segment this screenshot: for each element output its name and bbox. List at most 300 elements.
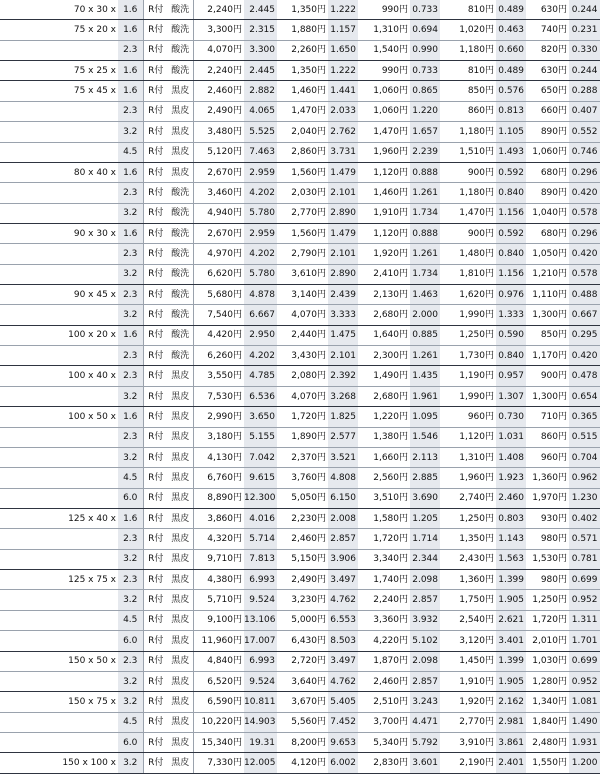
price-cell: 1,960円 (358, 142, 410, 162)
finish-type-cell: 黒皮 (168, 529, 193, 549)
price-cell: 2,860円 (277, 142, 328, 162)
weight-cell: 2.857 (328, 529, 358, 549)
size-cell (0, 631, 118, 651)
weight-cell: 7.452 (328, 712, 358, 732)
size-cell (0, 712, 118, 732)
finish-type-cell: 酸洗 (168, 40, 193, 60)
price-cell: 1,890円 (277, 427, 328, 447)
price-cell: 2,540円 (440, 610, 496, 630)
weight-cell: 1.081 (569, 692, 600, 712)
thickness-cell: 4.5 (118, 712, 143, 732)
weight-cell: 3.497 (328, 570, 358, 590)
price-cell: 1,580円 (358, 508, 410, 528)
price-cell: 1,920円 (440, 692, 496, 712)
edge-type-cell: R付 (143, 20, 168, 40)
weight-cell: 6.002 (328, 753, 358, 773)
price-cell: 2,990円 (193, 407, 244, 427)
weight-cell: 0.420 (569, 346, 600, 366)
weight-cell: 0.296 (569, 223, 600, 243)
price-cell: 5,710円 (193, 590, 244, 610)
price-cell: 5,120円 (193, 142, 244, 162)
weight-cell: 1.657 (410, 122, 440, 142)
price-cell: 3,230円 (277, 590, 328, 610)
edge-type-cell: R付 (143, 325, 168, 345)
price-cell: 850円 (440, 81, 496, 101)
price-cell: 3,360円 (358, 610, 410, 630)
table-row (0, 447, 600, 467)
thickness-cell: 6.0 (118, 488, 143, 508)
price-cell: 1,310円 (358, 20, 410, 40)
thickness-cell: 1.6 (118, 325, 143, 345)
weight-cell: 3.690 (410, 488, 440, 508)
edge-type-cell: R付 (143, 285, 168, 305)
weight-cell: 0.840 (496, 346, 526, 366)
price-cell: 10,220円 (193, 712, 244, 732)
weight-cell: 1.734 (410, 203, 440, 223)
weight-cell: 1.714 (410, 529, 440, 549)
weight-cell: 0.733 (410, 61, 440, 81)
table-row (0, 366, 600, 386)
weight-cell: 6.150 (328, 488, 358, 508)
table-row (0, 203, 600, 223)
weight-cell: 2.959 (244, 223, 277, 243)
weight-cell: 7.463 (244, 142, 277, 162)
size-cell (0, 101, 118, 121)
table-row (0, 122, 600, 142)
edge-type-cell: R付 (143, 427, 168, 447)
weight-cell: 0.571 (569, 529, 600, 549)
price-cell: 900円 (440, 162, 496, 182)
price-cell: 2,670円 (193, 162, 244, 182)
weight-cell: 0.578 (569, 264, 600, 284)
price-cell: 2,440円 (277, 325, 328, 345)
edge-type-cell: R付 (143, 0, 168, 20)
weight-cell: 2.401 (496, 753, 526, 773)
price-cell: 5,340円 (358, 732, 410, 752)
finish-type-cell: 酸洗 (168, 285, 193, 305)
weight-cell: 6.993 (244, 570, 277, 590)
price-cell: 980円 (526, 570, 569, 590)
finish-type-cell: 黒皮 (168, 142, 193, 162)
thickness-cell: 2.3 (118, 366, 143, 386)
price-cell: 5,050円 (277, 488, 328, 508)
price-cell: 2,410円 (358, 264, 410, 284)
weight-cell: 2.857 (410, 590, 440, 610)
thickness-cell: 2.3 (118, 346, 143, 366)
weight-cell: 2.000 (410, 305, 440, 325)
edge-type-cell: R付 (143, 244, 168, 264)
weight-cell: 0.231 (569, 20, 600, 40)
weight-cell: 3.268 (328, 386, 358, 406)
weight-cell: 3.731 (328, 142, 358, 162)
weight-cell: 2.981 (496, 712, 526, 732)
table-row (0, 346, 600, 366)
weight-cell: 2.113 (410, 447, 440, 467)
size-cell (0, 468, 118, 488)
weight-cell: 2.101 (328, 346, 358, 366)
finish-type-cell: 黒皮 (168, 508, 193, 528)
weight-cell: 2.439 (328, 285, 358, 305)
thickness-cell: 1.6 (118, 0, 143, 20)
weight-cell: 0.888 (410, 162, 440, 182)
weight-cell: 4.808 (328, 468, 358, 488)
price-cell: 630円 (526, 61, 569, 81)
weight-cell: 3.333 (328, 305, 358, 325)
weight-cell: 3.861 (496, 732, 526, 752)
weight-cell: 1.441 (328, 81, 358, 101)
price-cell: 1,350円 (440, 529, 496, 549)
weight-cell: 1.200 (569, 753, 600, 773)
thickness-cell: 2.3 (118, 183, 143, 203)
price-cell: 2,300円 (358, 346, 410, 366)
weight-cell: 2.098 (410, 651, 440, 671)
weight-cell: 3.300 (244, 40, 277, 60)
size-cell (0, 488, 118, 508)
price-cell: 3,550円 (193, 366, 244, 386)
weight-cell: 9.653 (328, 732, 358, 752)
price-cell: 1,120円 (440, 427, 496, 447)
price-cell: 3,430円 (277, 346, 328, 366)
weight-cell: 13.106 (244, 610, 277, 630)
finish-type-cell: 酸洗 (168, 20, 193, 40)
weight-cell: 4.471 (410, 712, 440, 732)
price-cell: 810円 (440, 0, 496, 20)
size-cell (0, 447, 118, 467)
weight-cell: 4.878 (244, 285, 277, 305)
weight-cell: 0.781 (569, 549, 600, 569)
thickness-cell: 3.2 (118, 386, 143, 406)
price-cell: 990円 (358, 0, 410, 20)
weight-cell: 1.222 (328, 61, 358, 81)
edge-type-cell: R付 (143, 508, 168, 528)
weight-cell: 3.601 (410, 753, 440, 773)
price-cell: 2,190円 (440, 753, 496, 773)
table-row (0, 570, 600, 590)
price-cell: 7,330円 (193, 753, 244, 773)
price-cell: 900円 (526, 366, 569, 386)
weight-cell: 1.479 (328, 223, 358, 243)
price-cell: 4,130円 (193, 447, 244, 467)
price-cell: 2,680円 (358, 305, 410, 325)
weight-cell: 0.489 (496, 0, 526, 20)
table-row (0, 549, 600, 569)
price-cell: 2,770円 (440, 712, 496, 732)
edge-type-cell: R付 (143, 671, 168, 691)
weight-cell: 2.344 (410, 549, 440, 569)
finish-type-cell: 酸洗 (168, 264, 193, 284)
weight-cell: 0.654 (569, 386, 600, 406)
finish-type-cell: 酸洗 (168, 0, 193, 20)
weight-cell: 7.813 (244, 549, 277, 569)
thickness-cell: 2.3 (118, 570, 143, 590)
weight-cell: 0.552 (569, 122, 600, 142)
finish-type-cell: 酸洗 (168, 61, 193, 81)
edge-type-cell: R付 (143, 142, 168, 162)
weight-cell: 6.993 (244, 651, 277, 671)
size-cell (0, 142, 118, 162)
weight-cell: 5.714 (244, 529, 277, 549)
price-cell: 3,120円 (440, 631, 496, 651)
thickness-cell: 4.5 (118, 468, 143, 488)
price-cell: 1,180円 (440, 183, 496, 203)
weight-cell: 0.420 (569, 244, 600, 264)
weight-cell: 1.734 (410, 264, 440, 284)
price-cell: 630円 (526, 0, 569, 20)
price-cell: 6,260円 (193, 346, 244, 366)
price-cell: 1,720円 (526, 610, 569, 630)
table-row (0, 285, 600, 305)
weight-cell: 0.592 (496, 162, 526, 182)
edge-type-cell: R付 (143, 651, 168, 671)
weight-cell: 6.536 (244, 386, 277, 406)
weight-cell: 1.493 (496, 142, 526, 162)
weight-cell: 1.399 (496, 570, 526, 590)
price-cell: 960円 (526, 447, 569, 467)
price-cell: 4,970円 (193, 244, 244, 264)
price-cell: 2,770円 (277, 203, 328, 223)
weight-cell: 0.576 (496, 81, 526, 101)
thickness-cell: 6.0 (118, 631, 143, 651)
weight-cell: 0.746 (569, 142, 600, 162)
finish-type-cell: 黒皮 (168, 386, 193, 406)
edge-type-cell: R付 (143, 81, 168, 101)
finish-type-cell: 黒皮 (168, 732, 193, 752)
price-cell: 1,060円 (358, 101, 410, 121)
weight-cell: 0.813 (496, 101, 526, 121)
weight-cell: 0.365 (569, 407, 600, 427)
weight-cell: 9.615 (244, 468, 277, 488)
thickness-cell: 1.6 (118, 508, 143, 528)
edge-type-cell: R付 (143, 590, 168, 610)
price-cell: 2,490円 (193, 101, 244, 121)
price-cell: 810円 (440, 61, 496, 81)
weight-cell: 1.230 (569, 488, 600, 508)
price-cell: 4,420円 (193, 325, 244, 345)
size-cell (0, 305, 118, 325)
size-cell: 150 x 75 x (0, 692, 118, 712)
price-cell: 2,240円 (193, 61, 244, 81)
price-cell: 9,710円 (193, 549, 244, 569)
table-row (0, 0, 600, 20)
weight-cell: 2.101 (328, 244, 358, 264)
weight-cell: 1.261 (410, 183, 440, 203)
weight-cell: 0.699 (569, 570, 600, 590)
table-row (0, 101, 600, 121)
price-cell: 710円 (526, 407, 569, 427)
price-cell: 6,590円 (193, 692, 244, 712)
price-cell: 1,720円 (277, 407, 328, 427)
price-cell: 2,370円 (277, 447, 328, 467)
weight-cell: 0.803 (496, 508, 526, 528)
table-row (0, 529, 600, 549)
price-cell: 1,810円 (440, 264, 496, 284)
finish-type-cell: 黒皮 (168, 468, 193, 488)
weight-cell: 0.488 (569, 285, 600, 305)
weight-cell: 0.402 (569, 508, 600, 528)
size-cell (0, 346, 118, 366)
edge-type-cell: R付 (143, 183, 168, 203)
weight-cell: 4.202 (244, 183, 277, 203)
weight-cell: 3.650 (244, 407, 277, 427)
table-row (0, 508, 600, 528)
weight-cell: 1.435 (410, 366, 440, 386)
price-cell: 1,350円 (277, 0, 328, 20)
price-cell: 1,990円 (440, 386, 496, 406)
price-cell: 3,700円 (358, 712, 410, 732)
price-cell: 6,620円 (193, 264, 244, 284)
price-cell: 3,300円 (193, 20, 244, 40)
weight-cell: 2.098 (410, 570, 440, 590)
weight-cell: 2.445 (244, 61, 277, 81)
thickness-cell: 3.2 (118, 692, 143, 712)
thickness-cell: 1.6 (118, 407, 143, 427)
finish-type-cell: 黒皮 (168, 692, 193, 712)
weight-cell: 1.825 (328, 407, 358, 427)
price-cell: 5,150円 (277, 549, 328, 569)
price-cell: 900円 (440, 223, 496, 243)
thickness-cell: 1.6 (118, 223, 143, 243)
thickness-cell: 3.2 (118, 671, 143, 691)
price-cell: 3,460円 (193, 183, 244, 203)
price-cell: 4,070円 (277, 386, 328, 406)
price-cell: 820円 (526, 40, 569, 60)
price-cell: 2,460円 (358, 671, 410, 691)
price-cell: 2,790円 (277, 244, 328, 264)
weight-cell: 0.489 (496, 61, 526, 81)
thickness-cell: 3.2 (118, 753, 143, 773)
weight-cell: 6.667 (244, 305, 277, 325)
weight-cell: 0.330 (569, 40, 600, 60)
weight-cell: 19.31 (244, 732, 277, 752)
price-cell: 1,110円 (526, 285, 569, 305)
edge-type-cell: R付 (143, 447, 168, 467)
size-cell: 125 x 75 x (0, 570, 118, 590)
weight-cell: 1.546 (410, 427, 440, 447)
weight-cell: 0.840 (496, 183, 526, 203)
weight-cell: 1.905 (496, 671, 526, 691)
size-cell (0, 610, 118, 630)
price-cell: 4,070円 (193, 40, 244, 60)
weight-cell: 2.882 (244, 81, 277, 101)
weight-cell: 1.222 (328, 0, 358, 20)
weight-cell: 5.780 (244, 264, 277, 284)
thickness-cell: 3.2 (118, 122, 143, 142)
price-cell: 1,180円 (440, 40, 496, 60)
weight-cell: 1.931 (569, 732, 600, 752)
price-cell: 860円 (526, 427, 569, 447)
table-row (0, 753, 600, 773)
thickness-cell: 1.6 (118, 81, 143, 101)
weight-cell: 0.865 (410, 81, 440, 101)
price-cell: 1,040円 (526, 203, 569, 223)
weight-cell: 2.577 (328, 427, 358, 447)
price-cell: 1,720円 (358, 529, 410, 549)
price-cell: 2,080円 (277, 366, 328, 386)
weight-cell: 1.143 (496, 529, 526, 549)
price-cell: 3,140円 (277, 285, 328, 305)
weight-cell: 1.463 (410, 285, 440, 305)
table-row (0, 610, 600, 630)
weight-cell: 0.952 (569, 671, 600, 691)
price-cell: 860円 (440, 101, 496, 121)
weight-cell: 0.296 (569, 162, 600, 182)
edge-type-cell: R付 (143, 631, 168, 651)
price-cell: 5,000円 (277, 610, 328, 630)
price-cell: 2,460円 (277, 529, 328, 549)
price-cell: 9,100円 (193, 610, 244, 630)
price-cell: 1,470円 (358, 122, 410, 142)
weight-cell: 9.524 (244, 590, 277, 610)
thickness-cell: 2.3 (118, 101, 143, 121)
price-cell: 3,180円 (193, 427, 244, 447)
price-cell: 1,840円 (526, 712, 569, 732)
price-cell: 1,220円 (358, 407, 410, 427)
weight-cell: 2.857 (410, 671, 440, 691)
price-cell: 1,730円 (440, 346, 496, 366)
finish-type-cell: 黒皮 (168, 122, 193, 142)
table-row (0, 61, 600, 81)
price-cell: 1,120円 (358, 223, 410, 243)
finish-type-cell: 黒皮 (168, 712, 193, 732)
table-row (0, 651, 600, 671)
price-cell: 1,050円 (526, 244, 569, 264)
size-cell (0, 671, 118, 691)
edge-type-cell: R付 (143, 223, 168, 243)
price-cell: 1,250円 (440, 325, 496, 345)
table-row (0, 81, 600, 101)
weight-cell: 1.923 (496, 468, 526, 488)
weight-cell: 5.525 (244, 122, 277, 142)
edge-type-cell: R付 (143, 712, 168, 732)
price-cell: 1,460円 (358, 183, 410, 203)
weight-cell: 2.162 (496, 692, 526, 712)
thickness-cell: 2.3 (118, 244, 143, 264)
weight-cell: 0.730 (496, 407, 526, 427)
price-cell: 7,530円 (193, 386, 244, 406)
finish-type-cell: 酸洗 (168, 305, 193, 325)
price-cell: 2,030円 (277, 183, 328, 203)
weight-cell: 1.156 (496, 203, 526, 223)
price-cell: 1,470円 (277, 101, 328, 121)
weight-cell: 3.906 (328, 549, 358, 569)
price-cell: 5,680円 (193, 285, 244, 305)
weight-cell: 4.202 (244, 346, 277, 366)
price-cell: 1,300円 (526, 305, 569, 325)
price-cell: 930円 (526, 508, 569, 528)
price-cell: 1,310円 (440, 447, 496, 467)
price-cell: 890円 (526, 183, 569, 203)
price-cell: 15,340円 (193, 732, 244, 752)
weight-cell: 1.220 (410, 101, 440, 121)
weight-cell: 3.401 (496, 631, 526, 651)
price-cell: 4,220円 (358, 631, 410, 651)
edge-type-cell: R付 (143, 468, 168, 488)
weight-cell: 2.890 (328, 264, 358, 284)
price-cell: 1,280円 (526, 671, 569, 691)
weight-cell: 12.005 (244, 753, 277, 773)
size-cell: 100 x 50 x (0, 407, 118, 427)
edge-type-cell: R付 (143, 162, 168, 182)
weight-cell: 1.031 (496, 427, 526, 447)
price-cell: 1,460円 (277, 81, 328, 101)
price-cell: 3,760円 (277, 468, 328, 488)
size-cell (0, 122, 118, 142)
weight-cell: 1.961 (410, 386, 440, 406)
price-cell: 1,510円 (440, 142, 496, 162)
finish-type-cell: 黒皮 (168, 101, 193, 121)
weight-cell: 0.990 (410, 40, 440, 60)
thickness-cell: 3.2 (118, 549, 143, 569)
